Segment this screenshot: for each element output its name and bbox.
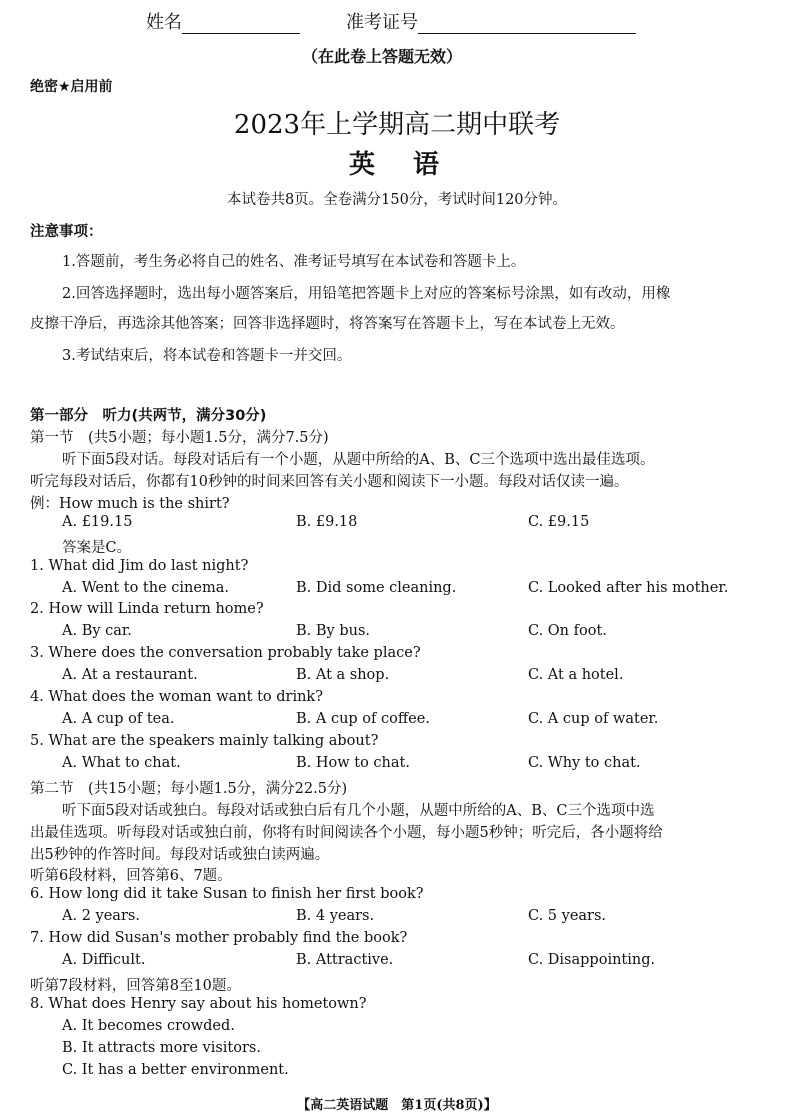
example-question: 例：How much is the shirt? (30, 496, 230, 512)
q5-option-a: A. What to chat. (62, 755, 181, 771)
material-6: 听第6段材料，回答第6、7题。 (30, 868, 232, 884)
q2-option-c: C. On foot. (528, 623, 607, 639)
q8-option-c: C. It has a better environment. (62, 1062, 289, 1078)
q1-option-b: B. Did some cleaning. (296, 580, 457, 596)
question-2: 2. How will Linda return home? (30, 601, 264, 617)
subject-title: 英 语 (348, 150, 445, 180)
section2-title: 第二节 (共15小题；每小题1.5分，满分22.5分) (30, 781, 348, 797)
q7-option-a: A. Difficult. (62, 952, 146, 968)
example-option-c: C. £9.15 (528, 514, 590, 530)
q6-option-a: A. 2 years. (62, 908, 140, 924)
question-3: 3. Where does the conversation probably take place? (30, 645, 421, 661)
exam-title: 2023年上学期高二期中联考 (233, 110, 561, 140)
q2-option-b: B. By bus. (296, 623, 371, 639)
note-item-2: 2.回答选择题时，选出每小题答案后，用铅笔把答题卡上对应的答案标号涂黑，如有改动，用橡 (62, 286, 671, 302)
page-footer: 【高二英语试题 第1页(共8页)】 (297, 1098, 497, 1113)
q7-option-c: C. Disappointing. (528, 952, 656, 968)
question-1: 1. What did Jim do last night? (30, 558, 249, 574)
q1-option-c: C. Looked after his mother. (528, 580, 729, 596)
q3-option-a: A. At a restaurant. (62, 667, 198, 683)
section1-title: 第一节 (共5小题；每小题1.5分，满分7.5分) (30, 430, 329, 446)
material-7: 听第7段材料，回答第8至10题。 (30, 978, 241, 994)
question-5: 5. What are the speakers mainly talking about? (30, 733, 379, 749)
q6-option-b: B. 4 years. (296, 908, 375, 924)
q6-option-c: C. 5 years. (528, 908, 607, 924)
q4-option-b: B. A cup of coffee. (296, 711, 430, 727)
q3-option-c: C. At a hotel. (528, 667, 624, 683)
example-answer: 答案是C。 (62, 540, 132, 556)
name-blank[interactable] (182, 15, 300, 34)
q8-option-b: B. It attracts more visitors. (62, 1040, 261, 1056)
q5-option-b: B. How to chat. (296, 755, 410, 771)
example-option-a: A. £19.15 (62, 514, 133, 530)
q1-option-a: A. Went to the cinema. (62, 580, 229, 596)
q2-option-a: A. By car. (62, 623, 132, 639)
section2-instruction-1: 听下面5段对话或独白。每段对话或独白后有几个小题，从题中所给的A、B、C三个选项中选 (62, 803, 655, 819)
id-blank[interactable] (418, 15, 636, 34)
example-option-b: B. £9.18 (296, 514, 358, 530)
note-item-2-cont: 皮擦干净后，再选涂其他答案；回答非选择题时，将答案写在答题卡上，写在本试卷上无效。 (30, 316, 625, 332)
section2-instruction-3: 出5秒钟的作答时间。每段对话或独白读两遍。 (30, 847, 330, 863)
q8-option-a: A. It becomes crowded. (62, 1018, 235, 1034)
part1-title: 第一部分 听力(共两节，满分30分) (30, 408, 267, 424)
section2-instruction-2: 出最佳选项。听每段对话或独白前，你将有时间阅读各个小题，每小题5秒钟；听完后，各小题将给 (30, 825, 663, 841)
id-label: 准考证号 (346, 8, 636, 34)
q3-option-b: B. At a shop. (296, 667, 390, 683)
note-item-1: 1.答题前，考生务必将自己的姓名、准考证号填写在本试卷和答题卡上。 (62, 254, 526, 270)
section1-instruction-1: 听下面5段对话。每段对话后有一个小题，从题中所给的A、B、C三个选项中选出最佳选项。 (62, 452, 655, 468)
q4-option-c: C. A cup of water. (528, 711, 659, 727)
note-item-3: 3.考试结束后，将本试卷和答题卡一并交回。 (62, 348, 352, 364)
notes-heading: 注意事项： (30, 224, 103, 240)
name-label: 姓名 (146, 8, 300, 34)
q7-option-b: B. Attractive. (296, 952, 394, 968)
question-7: 7. How did Susan's mother probably find the book? (30, 930, 408, 946)
q5-option-c: C. Why to chat. (528, 755, 641, 771)
question-4: 4. What does the woman want to drink? (30, 689, 323, 705)
exam-info: 本试卷共8页。全卷满分150分，考试时间120分钟。 (226, 192, 568, 208)
secret-label: 绝密★启用前 (30, 79, 113, 95)
invalid-note: （在此卷上答题无效） (302, 47, 463, 66)
q4-option-a: A. A cup of tea. (62, 711, 175, 727)
section1-instruction-2: 听完每段对话后，你都有10秒钟的时间来回答有关小题和阅读下一小题。每段对话仅读一遍。 (30, 474, 629, 490)
question-8: 8. What does Henry say about his hometown? (30, 996, 367, 1012)
question-6: 6. How long did it take Susan to finish her first book? (30, 886, 424, 902)
